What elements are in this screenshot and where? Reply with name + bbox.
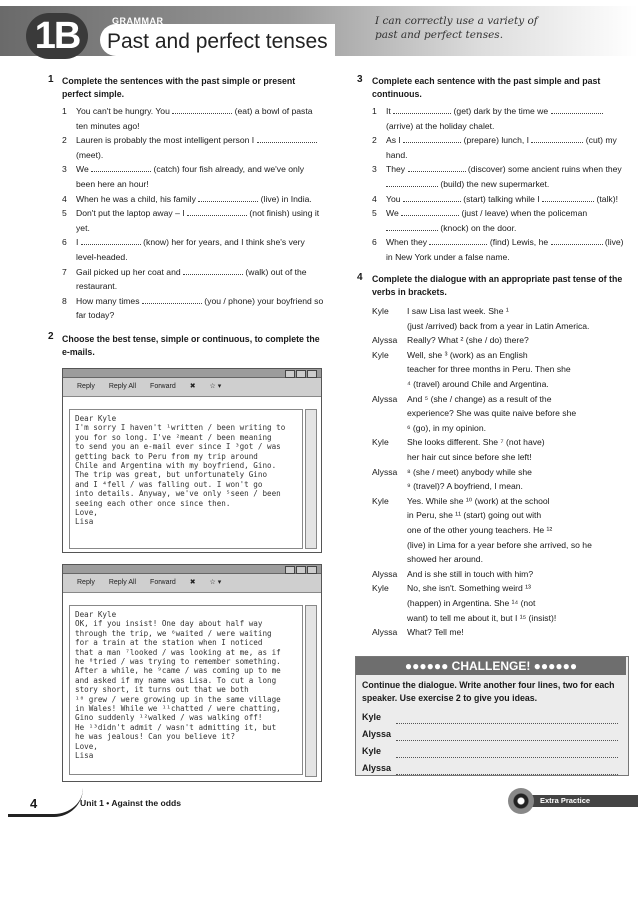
ex3-item bbox=[372, 104, 630, 133]
email-line: he ⁸tried / was trying to remember something. bbox=[75, 657, 281, 667]
ex3-items bbox=[372, 104, 630, 265]
ex1-item bbox=[62, 133, 324, 162]
dialogue-line: experience? She was quite naive before she bbox=[407, 408, 577, 419]
email-line: I'm sorry I haven't ¹written / been writing to bbox=[75, 423, 286, 433]
item-text: We bbox=[386, 208, 402, 219]
dialogue-line: And ⁵ (she / change) as a result of the bbox=[407, 393, 552, 404]
dialogue-line: in Peru, she ¹¹ (start) going out with bbox=[407, 510, 542, 521]
ex1-item bbox=[62, 162, 324, 191]
email-line: into details. Anyway, we've only ⁵seen / been bbox=[75, 489, 281, 499]
answer-blank[interactable] bbox=[81, 235, 141, 245]
item-text: (arrive) at the holiday chalet. bbox=[386, 120, 495, 131]
delete-icon[interactable]: ✖ bbox=[189, 579, 196, 586]
item-text: Gail picked up her coat and bbox=[76, 266, 184, 277]
ex1-item bbox=[62, 206, 324, 235]
answer-blank[interactable] bbox=[198, 192, 258, 202]
speaker-name: Kyle bbox=[372, 437, 389, 448]
ex1-instruction: Complete the sentences with the past simple or present perfect simple. bbox=[62, 76, 296, 99]
item-text: When he was a child, his family bbox=[76, 193, 199, 204]
answer-blank[interactable] bbox=[393, 104, 451, 114]
dialogue-line: (happen) in Argentina. She ¹⁴ (not bbox=[407, 597, 536, 608]
answer-blank[interactable] bbox=[386, 221, 438, 231]
answer-blank[interactable] bbox=[429, 235, 487, 245]
extra-practice-label: Extra Practice bbox=[530, 795, 638, 807]
item-text: It bbox=[386, 106, 394, 116]
ex3-item bbox=[372, 206, 630, 235]
speaker-name: Alyssa bbox=[372, 393, 398, 404]
email-line: Lisa bbox=[75, 517, 94, 527]
email-line: Chile and Argentina with my boyfriend, Gino. bbox=[75, 461, 277, 471]
item-text: (discover) some ancient ruins when they bbox=[465, 164, 622, 175]
email-line: story short, it turns out that we both bbox=[75, 685, 249, 695]
unit-badge: 1B bbox=[26, 13, 88, 59]
item-number: 3 bbox=[372, 164, 377, 175]
unit-name: Unit 1 • Against the odds bbox=[80, 798, 182, 808]
ex3-item bbox=[372, 192, 630, 207]
answer-blank[interactable] bbox=[401, 206, 459, 216]
answer-blank[interactable] bbox=[142, 294, 202, 304]
forward-button[interactable]: Forward bbox=[150, 383, 176, 390]
email-line: that a man ⁷looked / was looking at me, as if bbox=[75, 647, 281, 657]
email-line: getting back to Peru from my trip around bbox=[75, 451, 258, 461]
reply-button[interactable]: Reply bbox=[77, 579, 95, 586]
item-text: I bbox=[76, 237, 81, 248]
item-number: 5 bbox=[62, 208, 67, 219]
email-line: seeing each other once since then. bbox=[75, 498, 231, 508]
item-text: (know) her for years, and I think she's very level-headed. bbox=[76, 237, 305, 262]
challenge-answer-line[interactable] bbox=[396, 722, 618, 724]
dialogue-line: ⁶ (go), in my opinion. bbox=[407, 422, 487, 433]
ex1-item bbox=[62, 294, 324, 323]
speaker-name: Alyssa bbox=[372, 627, 398, 638]
ex1-item bbox=[62, 192, 324, 207]
item-number: 1 bbox=[372, 106, 377, 116]
email-toolbar-1 bbox=[63, 378, 321, 397]
email-line: and I ⁴fell / was falling out. I won't go bbox=[75, 479, 263, 489]
answer-blank[interactable] bbox=[187, 206, 247, 216]
email-line: and asked if my name was Lisa. To cut a long bbox=[75, 675, 277, 685]
item-text: (just / leave) when the policeman bbox=[459, 208, 588, 219]
item-number: 4 bbox=[62, 193, 67, 204]
ex1-number: 1 bbox=[48, 74, 54, 85]
dialogue-line: Really? What ² (she / do) there? bbox=[407, 335, 529, 346]
ex3-item bbox=[372, 133, 630, 162]
reply-all-button[interactable]: Reply All bbox=[108, 579, 137, 586]
email-line: Love, bbox=[75, 508, 98, 518]
challenge-title: ●●●●●● CHALLENGE! ●●●●●● bbox=[356, 657, 626, 675]
item-number: 7 bbox=[62, 266, 67, 277]
challenge-speaker: Kyle bbox=[362, 746, 382, 756]
speaker-name: Kyle bbox=[372, 306, 389, 316]
speaker-name: Kyle bbox=[372, 495, 389, 506]
speaker-name: Alyssa bbox=[372, 568, 398, 579]
item-number: 8 bbox=[62, 295, 67, 306]
dialogue-line: Yes. While she ¹⁰ (work) at the school bbox=[407, 495, 550, 506]
dialogue-line: Well, she ³ (work) as an English bbox=[407, 349, 528, 360]
ex2-instruction: Choose the best tense, simple or continuous, to complete the e-mails. bbox=[62, 334, 320, 357]
challenge-answer-line[interactable] bbox=[396, 773, 618, 775]
answer-blank[interactable] bbox=[257, 133, 317, 143]
ex4-number: 4 bbox=[357, 272, 363, 283]
email-line: OK, if you insist! One day about half way bbox=[75, 619, 263, 629]
item-text: How many times bbox=[76, 295, 142, 306]
item-text: (get) dark by the time we bbox=[451, 106, 551, 116]
item-text: When they bbox=[386, 237, 430, 248]
item-text: We bbox=[76, 164, 92, 175]
item-number: 2 bbox=[62, 135, 67, 146]
email-line: for a train at the station when I noticed bbox=[75, 638, 263, 648]
email-line: Dear Kyle bbox=[75, 610, 117, 619]
email-window-1 bbox=[62, 368, 322, 553]
delete-icon[interactable]: ✖ bbox=[189, 383, 196, 390]
email-line: you for so long. I've ²meant / been meaning bbox=[75, 432, 272, 442]
footer-swoosh bbox=[8, 788, 83, 817]
answer-blank[interactable] bbox=[403, 192, 461, 202]
item-number: 5 bbox=[372, 208, 377, 219]
reply-button[interactable]: Reply bbox=[77, 383, 95, 390]
email-window-2 bbox=[62, 564, 322, 782]
challenge-speaker: Kyle bbox=[362, 712, 382, 722]
item-text: They bbox=[386, 164, 408, 175]
item-text: (live) in New York under a false name. bbox=[386, 237, 624, 262]
item-text: (you / phone) your boyfriend so far today? bbox=[76, 295, 324, 321]
ex1-item bbox=[62, 265, 324, 294]
flag-icon[interactable]: ☆ ▾ bbox=[209, 383, 222, 390]
email-line: ¹⁰ grew / were growing up in the same village bbox=[75, 694, 281, 704]
page-number: 4 bbox=[30, 796, 38, 811]
forward-button[interactable]: Forward bbox=[150, 579, 176, 586]
dialogue-line: teacher for three months in Peru. Then she bbox=[407, 364, 571, 375]
dialogue-line: What? Tell me! bbox=[407, 627, 464, 638]
email-line: to send you an e-mail ever since I ³got / was bbox=[75, 442, 281, 452]
can-do-statement: I can correctly use a variety of past and perfect tenses. bbox=[375, 15, 538, 41]
email-body-1 bbox=[69, 409, 303, 549]
dialogue-line: ⁴ (travel) around Chile and Argentina. bbox=[407, 378, 549, 389]
challenge-speaker: Alyssa bbox=[362, 763, 392, 773]
scrollbar[interactable] bbox=[305, 409, 317, 549]
email-line: After a while, he ⁹came / was coming up to me bbox=[75, 666, 281, 676]
item-text: Lauren is probably the most intelligent person I bbox=[76, 135, 257, 146]
ex3-item bbox=[372, 235, 630, 264]
item-text: As I bbox=[386, 135, 404, 146]
speaker-name: Alyssa bbox=[372, 466, 398, 477]
dialogue-line: I saw Lisa last week. She ¹ bbox=[407, 306, 509, 316]
email-line: through the trip, we ⁶waited / were waiting bbox=[75, 628, 272, 638]
dialogue-line: And is she still in touch with him? bbox=[407, 568, 534, 579]
page-title: Past and perfect tenses bbox=[107, 30, 328, 53]
item-text: (find) Lewis, he bbox=[487, 237, 551, 248]
dialogue-line: She looks different. She ⁷ (not have) bbox=[407, 437, 545, 448]
ex1-item bbox=[62, 104, 324, 133]
dialogue-line: (just /arrived) back from a year in Latin America. bbox=[407, 320, 590, 331]
item-text: (meet). bbox=[76, 149, 104, 160]
challenge-instruction: Continue the dialogue. Write another four lines, two for each speaker. Use exercise 2 to give you ideas. bbox=[362, 680, 615, 703]
answer-blank[interactable] bbox=[551, 235, 603, 245]
answer-blank[interactable] bbox=[408, 162, 466, 172]
item-text: You bbox=[386, 193, 403, 204]
item-text: (talk)! bbox=[594, 193, 618, 204]
scrollbar[interactable] bbox=[305, 605, 317, 777]
dialogue-line: showed her around. bbox=[407, 554, 483, 565]
email-line: Gino suddenly ¹²walked / was walking off! bbox=[75, 713, 263, 723]
item-number: 3 bbox=[62, 164, 67, 175]
item-number: 4 bbox=[372, 193, 377, 204]
item-text: (walk) out of the restaurant. bbox=[76, 266, 307, 292]
speaker-name: Alyssa bbox=[372, 335, 398, 346]
email-line: The trip was great, but unfortunately Gino bbox=[75, 470, 268, 480]
ex2-number: 2 bbox=[48, 331, 54, 342]
email-line: Love, bbox=[75, 741, 98, 751]
challenge-answer-line[interactable] bbox=[396, 739, 618, 741]
item-text: (live) in India. bbox=[258, 193, 312, 204]
email-toolbar-2 bbox=[63, 574, 321, 593]
dialogue-line: her hair cut since before she left! bbox=[407, 451, 532, 462]
email-line: Dear Kyle bbox=[75, 414, 117, 423]
dialogue-line: one of the other young teachers. He ¹² bbox=[407, 524, 553, 535]
item-text: (not finish) using it yet. bbox=[76, 208, 320, 233]
answer-blank[interactable] bbox=[183, 265, 243, 275]
ex1-items bbox=[62, 104, 324, 323]
item-text: (eat) a bowl of pasta ten minutes ago! bbox=[76, 106, 313, 131]
dialogue-line: ⁹ (travel)? A boyfriend, I mean. bbox=[407, 481, 523, 492]
item-text: (prepare) lunch, I bbox=[461, 135, 532, 146]
email-line: He ¹³didn't admit / wasn't admitting it, but bbox=[75, 722, 277, 732]
challenge-speaker: Alyssa bbox=[362, 729, 392, 739]
email-line: he was jealous! Can you believe it? bbox=[75, 732, 236, 742]
email-line: in Wales! While we ¹¹chatted / were chatting, bbox=[75, 704, 281, 714]
item-number: 2 bbox=[372, 135, 377, 146]
answer-blank[interactable] bbox=[531, 133, 583, 143]
item-text: (build) the new supermarket. bbox=[438, 178, 550, 189]
challenge-answer-line[interactable] bbox=[396, 756, 618, 758]
item-number: 6 bbox=[62, 237, 67, 248]
speaker-name: Kyle bbox=[372, 583, 389, 594]
item-text: (catch) four fish already, and we've only been here an hour! bbox=[76, 164, 305, 189]
ex3-number: 3 bbox=[357, 74, 363, 85]
reply-all-button[interactable]: Reply All bbox=[108, 383, 137, 390]
answer-blank[interactable] bbox=[542, 192, 594, 202]
item-text: Don't put the laptop away – I bbox=[76, 208, 188, 219]
item-text: (start) talking while I bbox=[460, 193, 543, 204]
grammar-tag: GRAMMAR bbox=[112, 16, 164, 26]
speaker-name: Kyle bbox=[372, 349, 389, 360]
item-text: (knock) on the door. bbox=[438, 222, 517, 233]
dialogue-line: (live) in Lima for a year before she arrived, so he bbox=[407, 539, 592, 550]
cd-icon bbox=[508, 788, 534, 814]
item-number: 1 bbox=[62, 106, 67, 116]
answer-blank[interactable] bbox=[91, 162, 151, 172]
ex3-instruction: Complete each sentence with the past simple and past continuous. bbox=[372, 76, 601, 99]
item-text: (cut) my hand. bbox=[386, 135, 617, 160]
flag-icon[interactable]: ☆ ▾ bbox=[209, 579, 222, 586]
ex1-item bbox=[62, 235, 324, 264]
ex4-instruction: Complete the dialogue with an appropriate past tense of the verbs in brackets. bbox=[372, 274, 623, 297]
answer-blank[interactable] bbox=[403, 133, 461, 143]
item-text: You can't be hungry. You bbox=[76, 106, 173, 116]
ex3-item bbox=[372, 162, 630, 191]
dialogue-line: ⁸ (she / meet) anybody while she bbox=[407, 466, 532, 477]
answer-blank[interactable] bbox=[172, 104, 232, 114]
email-body-2 bbox=[69, 605, 303, 775]
answer-blank[interactable] bbox=[386, 177, 438, 187]
email-line: Lisa bbox=[75, 751, 94, 761]
dialogue-line: want) to tell me about it, but I ¹⁵ (insist)! bbox=[407, 612, 557, 623]
answer-blank[interactable] bbox=[551, 104, 603, 114]
dialogue-line: No, she isn't. Something weird ¹³ bbox=[407, 583, 531, 594]
item-number: 6 bbox=[372, 237, 377, 248]
